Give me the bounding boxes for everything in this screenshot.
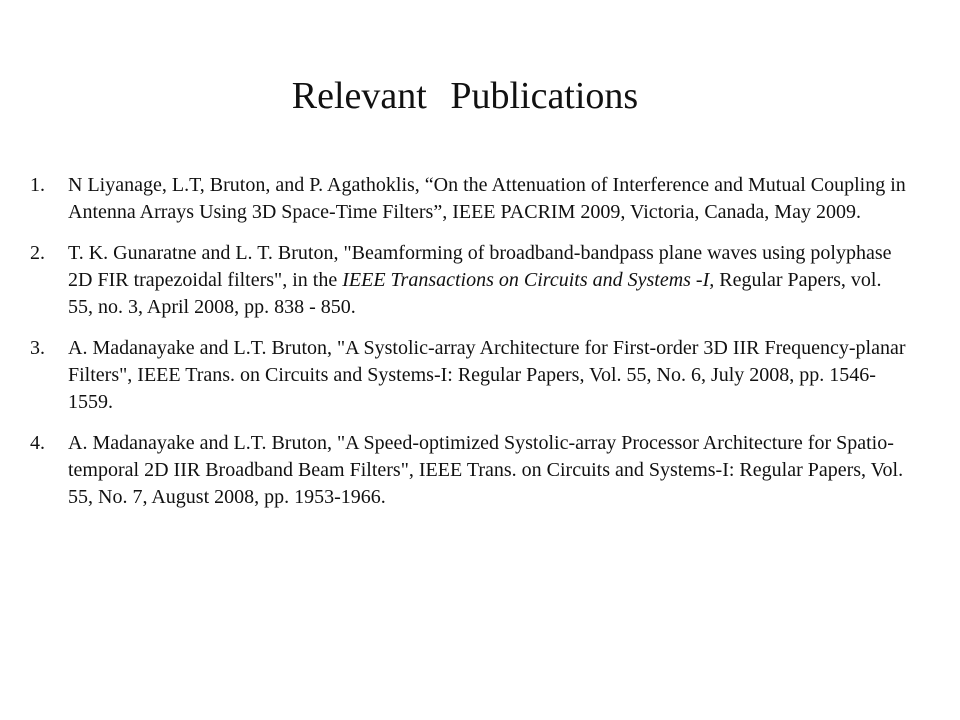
publication-number: 2. [30,242,45,264]
slide-title: Relevant Publications [291,75,639,117]
publication-item [30,430,910,511]
citation-text: T. K. Gunaratne and L. T. Bruton, "Beamforming of broadband-bandpass plane waves using polyphase 2D FIR trapezoidal filters", in the [68,242,892,291]
publication-citation [68,172,910,226]
publication-number: 4. [30,432,45,454]
citation-text: N Liyanage, L.T, Bruton, and P. Agathoklis, “On the Attenuation of Interference and Mutual Coupling in Antenna Arrays Using 3D Space-Time Filters”, IEEE PACRIM 2009, Victoria, Canada, May 2009. [68,174,906,223]
publication-item [30,172,910,226]
publication-number: 3. [30,337,45,359]
citation-text: A. Madanayake and L.T. Bruton, "A Speed-optimized Systolic-array Processor Architecture for Spatio-temporal 2D IIR Broadband Beam Filters", IEEE Trans. on Circuits and Systems-I: Regular Papers, Vol. 55, No. 7, August 2008, pp. 1953-1966. [68,432,904,508]
citation-text: A. Madanayake and L.T. Bruton, "A Systolic-array Architecture for First-order 3D IIR Frequency-planar Filters", IEEE Trans. on Circuits and Systems-I: Regular Papers, Vol. 55, No. 6, July 2008, pp. 1546-1559. [68,337,906,413]
journal-name: IEEE Transactions on Circuits and Systems -I, [342,269,715,291]
publication-citation [68,240,910,321]
citation-text: Regular Papers, vol. 55, no. 3, April 2008, pp. 838 - 850. [68,269,882,318]
publication-citation [68,335,910,416]
publication-list [30,172,910,525]
publication-citation [68,430,910,511]
publication-item [30,240,910,321]
publication-item [30,335,910,416]
publication-number: 1. [30,174,45,196]
